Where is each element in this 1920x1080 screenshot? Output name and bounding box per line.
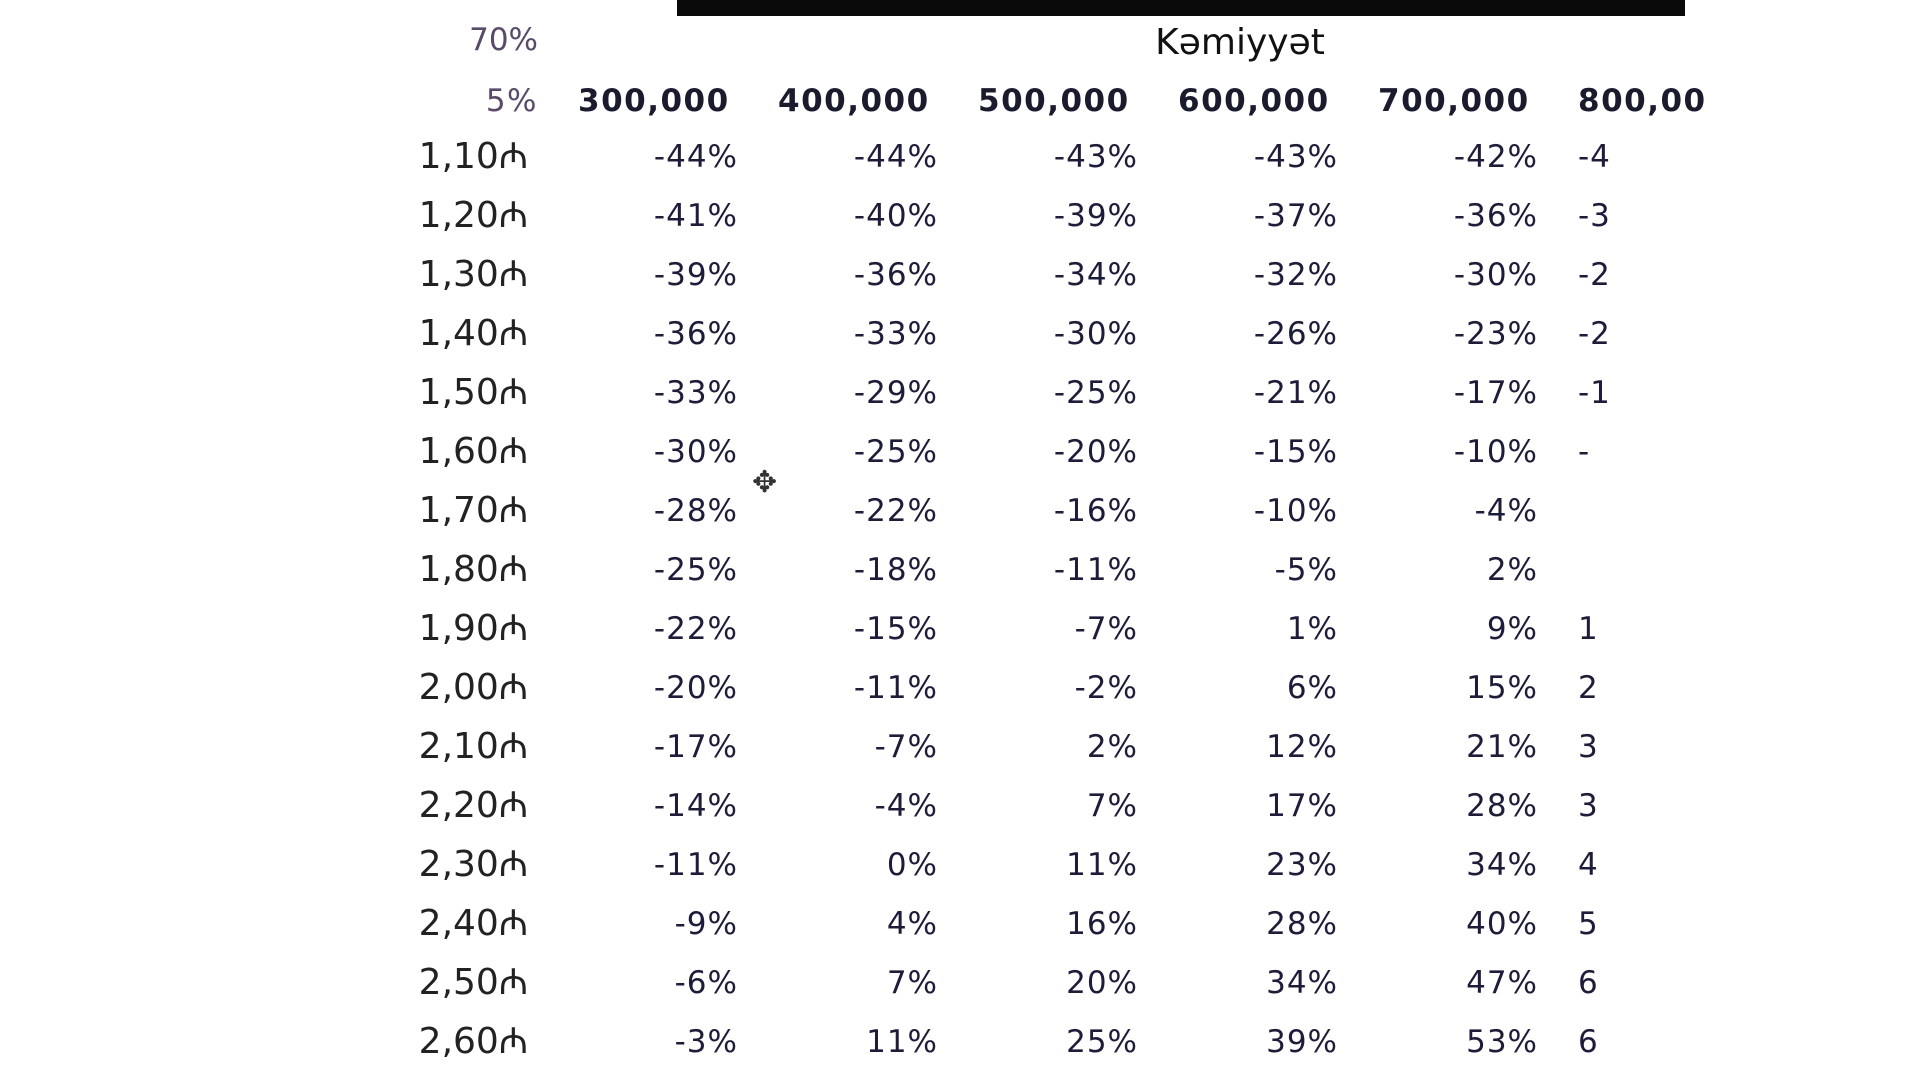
value-cell[interactable]: 15% [1466,670,1538,706]
price-cell[interactable]: 2,10₼ [418,726,528,767]
value-cell[interactable]: -22% [853,493,938,529]
column-header-row [0,72,1707,130]
column-header[interactable]: 500,000 [978,83,1130,119]
value-cell[interactable]: -21% [1253,375,1338,411]
table-row [0,187,1685,245]
value-cell[interactable]: -37% [1253,198,1338,234]
table-row [0,364,1685,422]
value-cell[interactable]: -15% [853,611,938,647]
column-header[interactable]: 400,000 [778,83,930,119]
value-cell[interactable]: -43% [1053,139,1138,175]
value-cell[interactable] [1578,482,1738,540]
value-cell[interactable] [1578,541,1738,599]
price-cell[interactable]: 1,40₼ [418,313,528,354]
value-cell[interactable]: 1% [1286,611,1338,647]
value-cell[interactable]: -39% [1053,198,1138,234]
value-cell[interactable]: -25% [1053,375,1138,411]
value-cell[interactable]: -36% [653,316,738,352]
value-cell[interactable]: 2 [1578,670,1599,706]
column-header[interactable]: 600,000 [1178,83,1330,119]
value-cell[interactable]: -11% [653,847,738,883]
value-cell[interactable]: -20% [653,670,738,706]
price-cell[interactable]: 1,20₼ [418,195,528,236]
value-cell[interactable]: 21% [1466,729,1538,765]
value-cell[interactable]: 11% [866,1024,938,1060]
price-cell[interactable]: 2,00₼ [418,667,528,708]
value-cell[interactable]: 23% [1266,847,1338,883]
value-cell[interactable]: 4 [1578,847,1599,883]
value-cell[interactable]: -36% [1453,198,1538,234]
table-row [0,954,1685,1012]
table-row [0,777,1685,835]
value-cell[interactable]: 28% [1266,906,1338,942]
column-header[interactable]: 800,00 [1578,83,1707,119]
value-cell[interactable]: -14% [653,788,738,824]
value-cell[interactable]: -2 [1578,316,1611,352]
value-cell[interactable]: -4 [1578,139,1611,175]
price-cell[interactable]: 2,30₼ [418,844,528,885]
value-cell[interactable]: -32% [1253,257,1338,293]
value-cell[interactable]: -42% [1453,139,1538,175]
value-cell[interactable]: 3 [1578,788,1599,824]
price-cell[interactable]: 2,40₼ [418,903,528,944]
value-cell[interactable]: -9% [674,906,738,942]
price-cell[interactable]: 1,60₼ [418,431,528,472]
value-cell[interactable]: 0% [886,847,938,883]
value-cell[interactable]: -6% [674,965,738,1001]
value-cell[interactable]: -4% [874,788,938,824]
value-cell[interactable]: 6 [1578,1024,1599,1060]
value-cell[interactable]: -18% [853,552,938,588]
table-row [0,246,1685,304]
value-cell[interactable]: 47% [1466,965,1538,1001]
price-cell[interactable]: 1,90₼ [418,608,528,649]
value-cell[interactable]: 20% [1066,965,1138,1001]
table-row [0,482,1685,540]
table-row [0,895,1685,953]
cell-cursor-icon: ✥ [752,465,778,500]
value-cell[interactable]: -22% [653,611,738,647]
price-cell[interactable]: 1,30₼ [418,254,528,295]
price-cell[interactable]: 2,60₼ [418,1021,528,1062]
price-cell[interactable]: 1,10₼ [418,136,528,177]
value-cell[interactable]: 53% [1466,1024,1538,1060]
value-cell[interactable]: 17% [1266,788,1338,824]
value-cell[interactable]: -23% [1453,316,1538,352]
price-cell[interactable]: 2,20₼ [418,785,528,826]
value-cell[interactable]: -4% [1474,493,1538,529]
value-cell[interactable]: -3 [1578,198,1611,234]
value-cell[interactable]: -17% [1453,375,1538,411]
value-cell[interactable]: -16% [1053,493,1138,529]
value-cell[interactable]: -41% [653,198,738,234]
value-cell[interactable]: -7% [874,729,938,765]
value-cell[interactable]: -15% [1253,434,1338,470]
table-row [0,541,1685,599]
value-cell[interactable]: 3 [1578,729,1599,765]
column-header[interactable]: 700,000 [1378,83,1530,119]
value-cell[interactable]: 9% [1486,611,1538,647]
price-cell[interactable]: 1,50₼ [418,372,528,413]
value-cell[interactable]: -3% [674,1024,738,1060]
value-cell[interactable]: 7% [1086,788,1138,824]
value-cell[interactable]: 34% [1466,847,1538,883]
value-cell[interactable]: -1 [1578,375,1611,411]
value-cell[interactable]: -26% [1253,316,1338,352]
value-cell[interactable]: -44% [853,139,938,175]
table-row [0,128,1685,186]
value-cell[interactable]: 25% [1066,1024,1138,1060]
value-cell[interactable]: -43% [1253,139,1338,175]
price-cell[interactable]: 1,80₼ [418,549,528,590]
value-cell[interactable]: 2% [1086,729,1138,765]
value-cell[interactable]: -36% [853,257,938,293]
value-cell[interactable]: -30% [1453,257,1538,293]
value-cell[interactable]: -7% [1074,611,1138,647]
value-cell[interactable]: -28% [653,493,738,529]
value-cell[interactable]: -30% [653,434,738,470]
value-cell[interactable]: -2 [1578,257,1611,293]
value-cell[interactable]: 5 [1578,906,1599,942]
table-row [0,659,1685,717]
value-cell[interactable]: 12% [1266,729,1338,765]
value-cell[interactable]: -17% [653,729,738,765]
value-cell[interactable]: - [1578,434,1591,470]
table-row [0,1013,1685,1071]
corner-second-label[interactable]: 5% [485,83,538,119]
value-cell[interactable]: -25% [653,552,738,588]
value-cell[interactable]: -25% [853,434,938,470]
value-cell[interactable]: 4% [886,906,938,942]
value-cell[interactable]: 16% [1066,906,1138,942]
value-cell[interactable]: -40% [853,198,938,234]
table-row [0,718,1685,776]
header-title: Kəmiyyət [1155,22,1325,63]
value-cell[interactable]: -20% [1053,434,1138,470]
value-cell[interactable]: -44% [653,139,738,175]
price-cell[interactable]: 1,70₼ [418,490,528,531]
value-cell[interactable]: 6 [1578,965,1599,1001]
value-cell[interactable]: -34% [1053,257,1138,293]
value-cell[interactable]: -10% [1253,493,1338,529]
value-cell[interactable]: -11% [1053,552,1138,588]
table-row [0,423,1685,481]
value-cell[interactable]: -30% [1053,316,1138,352]
value-cell[interactable]: 7% [886,965,938,1001]
table-row [0,600,1685,658]
value-cell[interactable]: 39% [1266,1024,1338,1060]
value-cell[interactable]: -2% [1074,670,1138,706]
value-cell[interactable]: -39% [653,257,738,293]
value-cell[interactable]: 6% [1286,670,1338,706]
corner-top-label[interactable]: 70% [469,22,538,58]
value-cell[interactable]: -33% [853,316,938,352]
column-header[interactable]: 300,000 [578,83,730,119]
value-cell[interactable]: -11% [853,670,938,706]
value-cell[interactable]: 40% [1466,906,1538,942]
value-cell[interactable]: 28% [1466,788,1538,824]
value-cell[interactable]: 11% [1066,847,1138,883]
value-cell[interactable]: -29% [853,375,938,411]
value-cell[interactable]: -10% [1453,434,1538,470]
table-row [0,305,1685,363]
price-cell[interactable]: 2,50₼ [418,962,528,1003]
table-row [0,836,1685,894]
value-cell[interactable]: 2% [1486,552,1538,588]
value-cell[interactable]: 1 [1578,611,1599,647]
value-cell[interactable]: 34% [1266,965,1338,1001]
value-cell[interactable]: -33% [653,375,738,411]
value-cell[interactable]: -5% [1274,552,1338,588]
